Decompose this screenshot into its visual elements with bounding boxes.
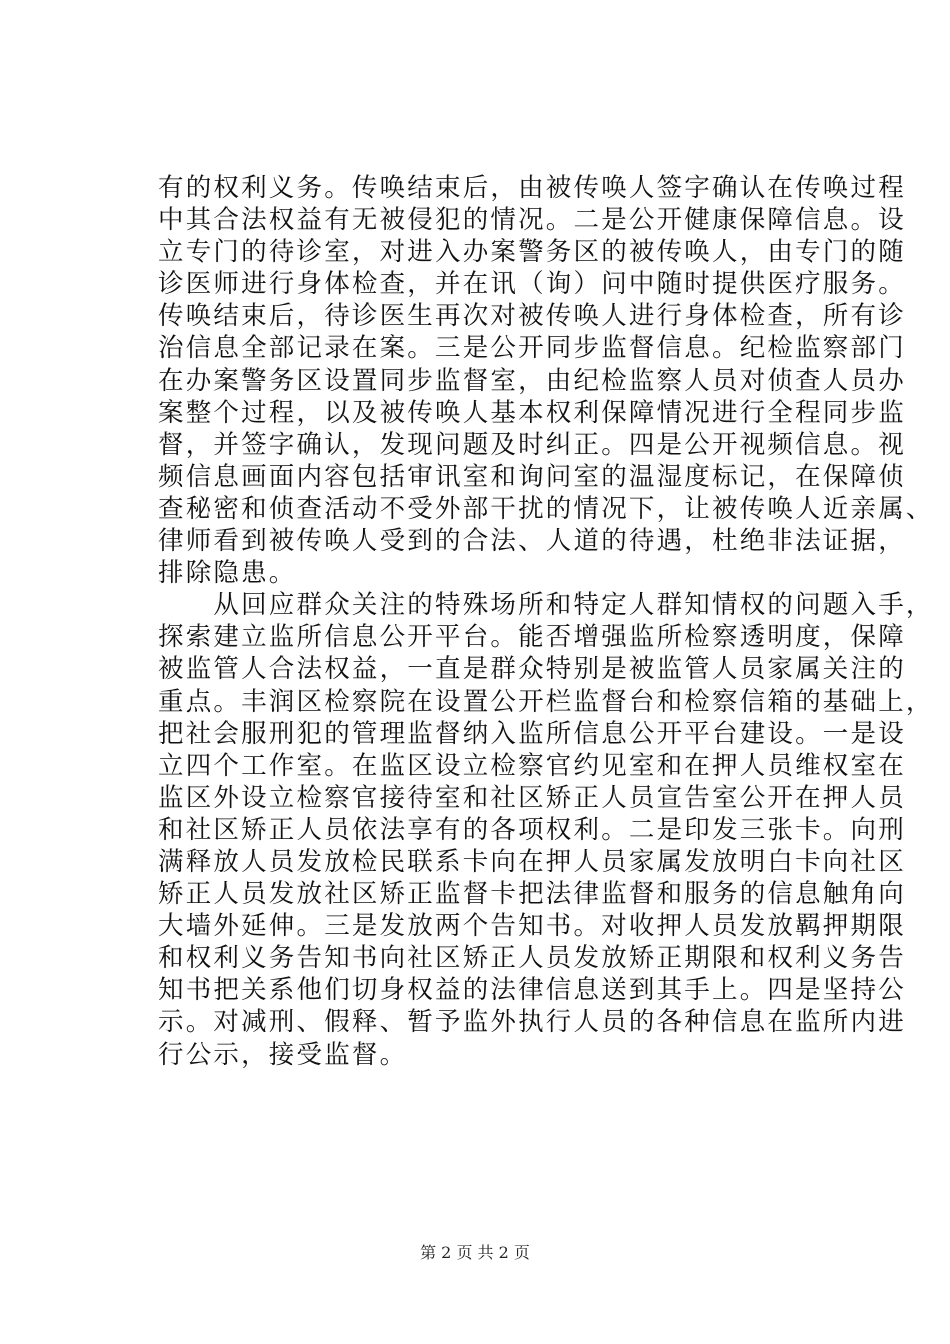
text-line: 把社会服刑犯的管理监督纳入监所信息公开平台建设。一是设 <box>158 718 906 749</box>
text-line: 重点。丰润区检察院在设置公开栏监督台和检察信箱的基础上， <box>158 686 934 717</box>
paragraph-start-line: 从回应群众关注的特殊场所和特定人群知情权的问题入手， <box>158 590 934 621</box>
text-line: 有的权利义务。传唤结束后，由被传唤人签字确认在传唤过程 <box>158 173 906 203</box>
page-footer <box>0 1243 950 1263</box>
text-line: 案整个过程，以及被传唤人基本权利保障情况进行全程同步监 <box>158 397 906 428</box>
text-line: 满释放人员发放检民联系卡向在押人员家属发放明白卡向社区 <box>158 846 906 877</box>
page-number: 第 2 页 共 2 页 <box>420 1243 530 1262</box>
text-line: 矫正人员发放社区矫正监督卡把法律监督和服务的信息触角向 <box>158 879 906 910</box>
text-line: 传唤结束后，待诊医生再次对被传唤人进行身体检查，所有诊 <box>158 301 906 332</box>
text-line: 频信息画面内容包括审讯室和询问室的温湿度标记，在保障侦 <box>158 461 906 492</box>
text-line: 知书把关系他们切身权益的法律信息送到其手上。四是坚持公 <box>158 975 906 1006</box>
text-line: 监区外设立检察官接待室和社区矫正人员宣告室公开在押人员 <box>158 782 906 813</box>
text-line: 行公示，接受监督。 <box>158 1039 408 1070</box>
text-line: 立专门的待诊室，对进入办案警务区的被传唤人，由专门的随 <box>158 237 906 268</box>
text-line: 查秘密和侦查活动不受外部干扰的情况下，让被传唤人近亲属、 <box>158 493 934 524</box>
text-line: 示。对减刑、假释、暂予监外执行人员的各种信息在监所内进 <box>158 1007 906 1038</box>
document-body <box>158 172 934 1071</box>
text-line: 诊医师进行身体检查，并在讯（询）问中随时提供医疗服务。 <box>158 269 906 300</box>
text-line: 排除隐患。 <box>158 558 297 589</box>
text-line: 大墙外延伸。三是发放两个告知书。对收押人员发放羁押期限 <box>158 911 906 942</box>
text-line: 中其合法权益有无被侵犯的情况。二是公开健康保障信息。设 <box>158 205 906 236</box>
text-line: 立四个工作室。在监区设立检察官约见室和在押人员维权室在 <box>158 750 906 781</box>
text-line: 和社区矫正人员依法享有的各项权利。二是印发三张卡。向刑 <box>158 814 906 845</box>
text-line: 督，并签字确认，发现问题及时纠正。四是公开视频信息。视 <box>158 429 906 460</box>
text-line: 律师看到被传唤人受到的合法、人道的待遇，杜绝非法证据， <box>158 526 906 557</box>
text-line: 在办案警务区设置同步监督室，由纪检监察人员对侦查人员办 <box>158 365 906 396</box>
text-line: 治信息全部记录在案。三是公开同步监督信息。纪检监察部门 <box>158 333 906 364</box>
text-line: 被监管人合法权益，一直是群众特别是被监管人员家属关注的 <box>158 654 906 685</box>
text-line: 探索建立监所信息公开平台。能否增强监所检察透明度，保障 <box>158 622 906 653</box>
text-line: 和权利义务告知书向社区矫正人员发放矫正期限和权利义务告 <box>158 943 906 974</box>
